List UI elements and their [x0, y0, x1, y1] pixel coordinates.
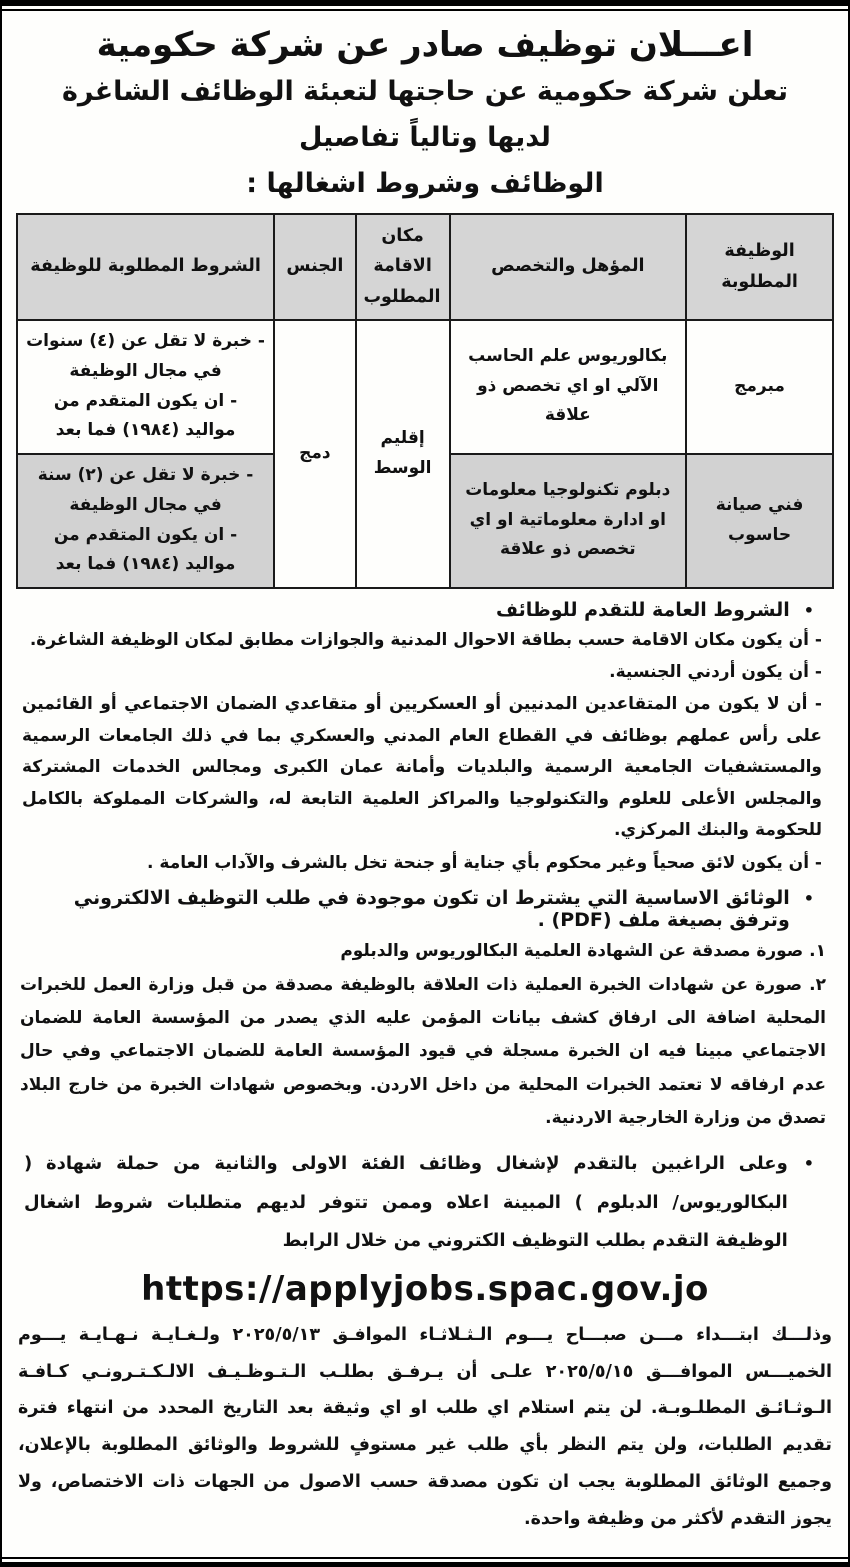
list-item: ٢. صورة عن شهادات الخبرة العملية ذات العلاقة بالوظيفة مصدقة من قبل وزارة العمل للخبرات المحلية اضافة الى ارفاق كشف بيانات المؤمن عليه الذي يصدر من المؤسسة العامة للضمان الاجتماعي مبينا فيه ان الخبرة مسجلة في قيود المؤسسة العامة للضمان الاجتماعي وفي حال عدم ارفاقه لا تعتمد الخبرات المحلية من داخل الاردن. وبخصوص شهادات الخبرة من خارج البلاد تصدق من وزارة الخارجية الاردنية.	[20, 975, 826, 1128]
table-header-row	[17, 214, 833, 320]
page-subtitle	[36, 69, 814, 207]
qualification-cell-technician: دبلوم تكنولوجيا معلومات او ادارة معلوماتية او اي تخصص ذو علاقة	[450, 454, 687, 588]
list-item: ١. صورة مصدقة عن الشهادة العلمية البكالوريوس والدبلوم	[340, 941, 826, 962]
job-cell-technician: فني صيانة حاسوب	[686, 454, 833, 588]
documents-section	[18, 887, 832, 1135]
jobs-table	[16, 213, 834, 589]
bullet-icon: •	[803, 1153, 814, 1173]
condition-line: - ان يكون المتقدم من مواليد (١٩٨٤) فما بعد	[53, 390, 238, 441]
announcement-content	[2, 11, 848, 1551]
bullet-icon: •	[803, 889, 814, 909]
column-header-job: الوظيفة المطلوبة	[686, 214, 833, 320]
column-header-residence: مكان الاقامة المطلوب	[356, 214, 450, 320]
condition-line: - ان يكون المتقدم من مواليد (١٩٨٤) فما بعد	[53, 524, 238, 575]
subtitle-line-2: الوظائف وشروط اشغالها :	[246, 167, 604, 199]
general-conditions-heading	[22, 599, 828, 621]
bottom-thin-rule	[2, 1557, 848, 1559]
general-conditions-heading-text: الشروط العامة للتقدم للوظائف	[495, 598, 790, 621]
closing-paragraph: وذلـــك ابتـــداء مـــن صبـــاح يـــوم الـثـلاثـاء الموافـق ٢٠٢٥/٥/١٣ ولـغـايـة نـهـايـة يـــوم الخميـــس الموافـــق ٢٠٢٥/٥/١٥ علـى أن يـرفـق بطلـب الـتـوظـيـف الالـكـتـرونـي كـافـة الـوثـائـق المطلـوبـة. لن يتم استلام اي طلب او اي وثيقة بعد التاريخ المحدد من انتهاء فترة تقديم الطلبات، ولن يتم النظر بأي طلب غير مستوفٍ للشروط والوثائق المطلوبة بالإعلان، وجميع الوثائق المطلوبة يجب ان تكون مصدقة حسب الاصول من الجهات ذات الاختصاص، ولا يجوز التقدم لأكثر من وظيفة واحدة.	[18, 1324, 832, 1529]
top-thick-rule	[2, 0, 848, 6]
application-url: https://applyjobs.spac.gov.jo	[141, 1268, 709, 1309]
list-item: - أن يكون أردني الجنسية.	[609, 661, 822, 682]
residence-cell-shared: إقليم الوسط	[356, 320, 450, 588]
list-item: - أن لا يكون من المتقاعدين المدنيين أو العسكريين أو متقاعدي الضمان الاجتماعي أو القائمين على رأس عملهم بوظائف في القطاع العام المدني والعسكري بما في ذلك الجامعات الرسمية والمستشفيات الجامعية الرسمية والبلديات وأمانة عمان الكبرى ومجالس الخدمات المشتركة والمجلس الأعلى للعلوم والتكنولوجيا والمراكز العلمية التابعة له، والشركات المملوكة بالكامل للحكومة والبنك المركزي.	[22, 694, 822, 841]
condition-line: - خبرة لا تقل عن (٢) سنة في مجال الوظيفة	[37, 465, 254, 515]
condition-line: - خبرة لا تقل عن (٤) سنوات في مجال الوظيفة	[26, 331, 265, 381]
page-title: اعـــلان توظيف صادر عن شركة حكومية	[96, 25, 754, 65]
list-item: - أن يكون مكان الاقامة حسب بطاقة الاحوال المدنية والجوازات مطابق لمكان الوظيفة الشاغرة.	[29, 629, 822, 650]
bottom-thick-rule	[2, 1562, 848, 1567]
table-row	[17, 320, 833, 454]
column-header-qualification: المؤهل والتخصص	[450, 214, 687, 320]
conditions-cell-programmer	[17, 320, 274, 454]
gender-cell-shared: دمج	[274, 320, 356, 588]
subtitle-line-1: تعلن شركة حكومية عن حاجتها لتعبئة الوظائف الشاغرة لديها وتالياً تفاصيل	[61, 76, 789, 153]
column-header-conditions: الشروط المطلوبة للوظيفة	[17, 214, 274, 320]
documents-heading	[22, 887, 828, 931]
list-item: - أن يكون لائق صحياً وغير محكوم بأي جناية أو جنحة تخل بالشرف والآداب العامة .	[147, 852, 822, 873]
conditions-cell-technician	[17, 454, 274, 588]
bullet-icon: •	[803, 600, 814, 620]
application-heading	[22, 1143, 828, 1263]
application-section	[18, 1143, 832, 1309]
general-conditions-section	[18, 599, 832, 880]
column-header-gender: الجنس	[274, 214, 356, 320]
qualification-cell-programmer: بكالوريوس علم الحاسب الآلي او اي تخصص ذو علاقة	[450, 320, 687, 454]
application-instructions-text: وعلى الراغبين بالتقدم لإشغال وظائف الفئة الاولى والثانية من حملة شهادة ( البكالوريوس/ الدبلوم ) المبينة اعلاه وممن تتوفر لديهم متطلبات شروط اشغال الوظيفة التقدم بطلب التوظيف الكتروني من خلال الرابط	[24, 1152, 788, 1252]
job-cell-programmer: مبرمج	[686, 320, 833, 454]
documents-heading-text: الوثائق الاساسية التي يشترط ان تكون موجودة في طلب التوظيف الالكتروني وترفق بصيغة ملف (PDF) .	[73, 887, 790, 932]
